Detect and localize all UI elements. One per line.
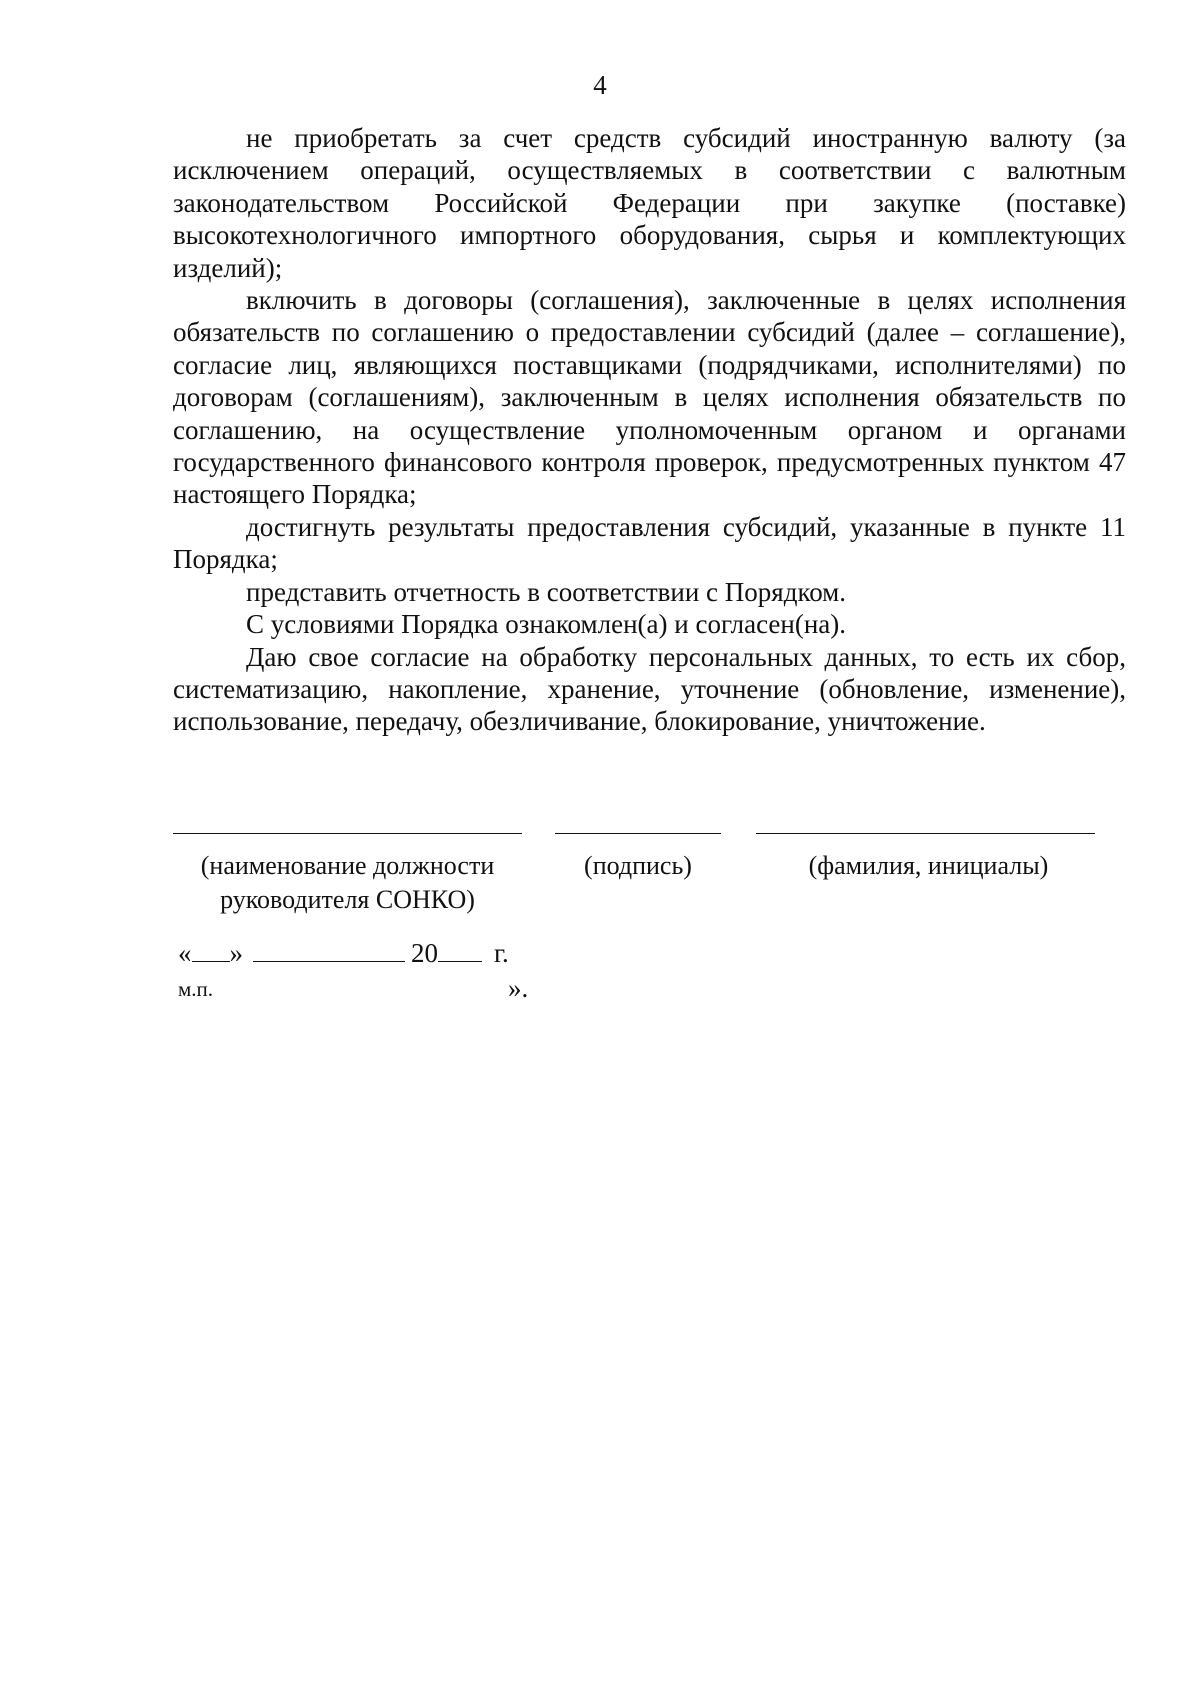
signature-caption: (подпись) xyxy=(584,851,692,880)
paragraph: не приобретать за счет средств субсидий иностранную валюту (за исключением операций, осуществляемых в соответствии с валютным законодательством Российской Федерации при закупке (поставке) высокотехнологичного импортного оборудования, сырья и комплектующих изделий); xyxy=(173,123,1126,283)
day-blank xyxy=(192,939,230,962)
signature-line xyxy=(555,833,721,834)
page-number: 4 xyxy=(593,70,607,100)
paragraph: включить в договоры (соглашения), заключенные в целях исполнения обязательств по соглашению о предоставлении субсидий (далее – соглашение), согласие лиц, являющихся поставщиками (подрядчиками, исполнителями) по договорам (соглашениям), заключенным в целях исполнения обязательств по соглашению, на осуществление уполномоченным органом и органами государственного финансового контроля проверок, предусмотренных пунктом 47 настоящего Порядка; xyxy=(173,285,1126,510)
paragraph: Даю свое согласие на обработку персональных данных, то есть их сбор, систематизацию, накопление, хранение, уточнение (обновление, изменение), использование, передачу, обезличивание, блокирование, уничтожение. xyxy=(173,641,1126,737)
paragraph: представить отчетность в соответствии с Порядком. xyxy=(246,576,847,607)
closing-quote: ». xyxy=(508,973,529,1003)
date-close-quote: » xyxy=(229,938,243,968)
paragraph: достигнуть результаты предоставления субсидий, указанные в пункте 11 Порядка; xyxy=(173,511,1126,575)
position-caption: (наименование должности руководителя СОНКО) xyxy=(200,851,495,914)
year-blank xyxy=(438,939,482,962)
paragraph: С условиями Порядка ознакомлен(а) и согласен(на). xyxy=(246,609,847,640)
month-blank xyxy=(253,939,405,962)
year-suffix: г. xyxy=(494,938,509,968)
document-body xyxy=(173,122,1126,738)
position-signature-line xyxy=(173,833,522,834)
date-field xyxy=(178,937,509,969)
name-caption: (фамилия, инициалы) xyxy=(808,851,1049,880)
year-prefix: 20 xyxy=(411,938,438,968)
name-signature-line xyxy=(756,833,1095,834)
date-open-quote: « xyxy=(178,938,192,968)
stamp-label: м.п. xyxy=(178,977,214,1001)
